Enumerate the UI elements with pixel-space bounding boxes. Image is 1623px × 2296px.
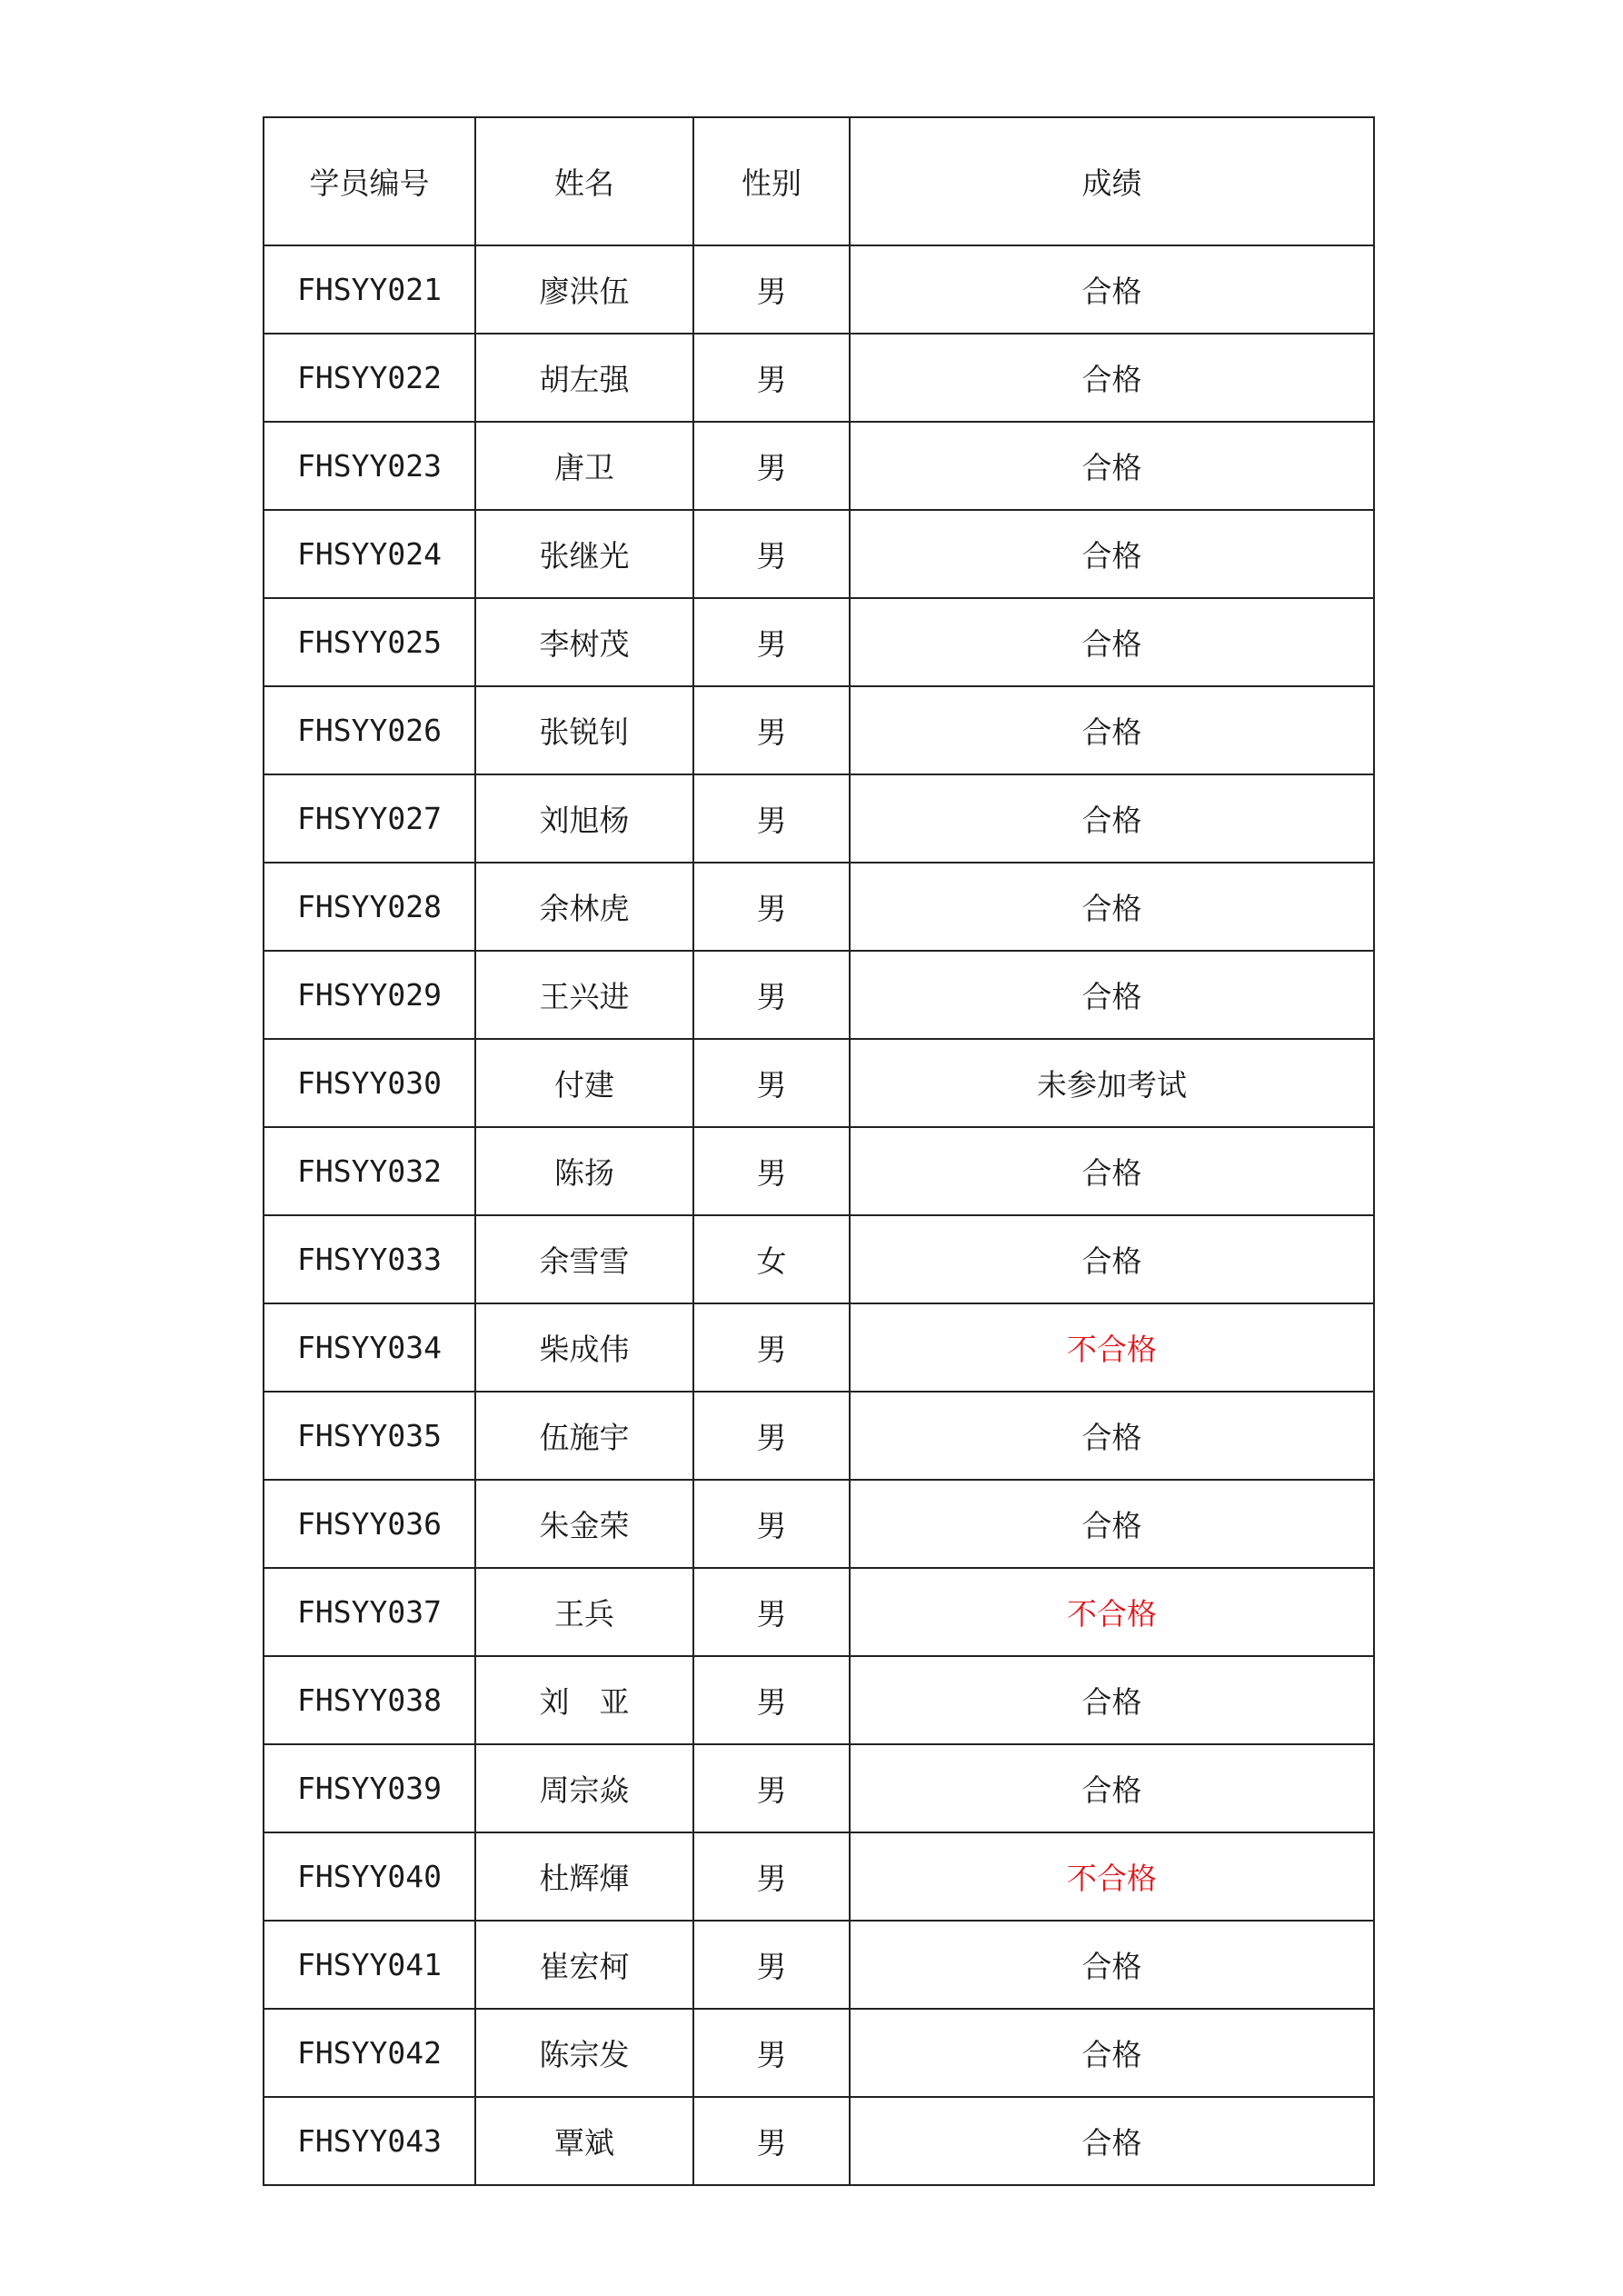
- result-cell: 合格: [850, 2097, 1374, 2185]
- gender-cell: 男: [693, 1921, 850, 2009]
- gender-cell: 男: [693, 1127, 850, 1215]
- result-cell: 合格: [850, 334, 1374, 422]
- table-row: [264, 1039, 1374, 1127]
- result-cell: 合格: [850, 422, 1374, 510]
- result-cell: 合格: [850, 510, 1374, 598]
- name-cell: 朱金荣: [475, 1480, 693, 1568]
- student-id-cell: FHSYY037: [264, 1568, 475, 1656]
- name-cell: 杜辉煇: [475, 1832, 693, 1921]
- table-row: [264, 863, 1374, 951]
- result-cell: 不合格: [850, 1568, 1374, 1656]
- table-row: [264, 422, 1374, 510]
- result-cell: 不合格: [850, 1303, 1374, 1392]
- name-cell: 李树茂: [475, 598, 693, 686]
- gender-cell: 男: [693, 245, 850, 334]
- name-cell: 覃斌: [475, 2097, 693, 2185]
- result-cell: 合格: [850, 245, 1374, 334]
- student-id-cell: FHSYY021: [264, 245, 475, 334]
- table-row: [264, 2009, 1374, 2097]
- name-cell: 崔宏柯: [475, 1921, 693, 2009]
- name-cell: 付建: [475, 1039, 693, 1127]
- name-cell: 陈扬: [475, 1127, 693, 1215]
- result-cell: 合格: [850, 863, 1374, 951]
- gender-cell: 男: [693, 863, 850, 951]
- gender-cell: 男: [693, 1303, 850, 1392]
- student-id-cell: FHSYY022: [264, 334, 475, 422]
- student-id-cell: FHSYY023: [264, 422, 475, 510]
- table-row: [264, 598, 1374, 686]
- name-cell: 柴成伟: [475, 1303, 693, 1392]
- table-row: [264, 1303, 1374, 1392]
- score-table: [263, 116, 1375, 2186]
- table-row: [264, 686, 1374, 774]
- table-row: [264, 1392, 1374, 1480]
- name-cell: 张继光: [475, 510, 693, 598]
- header-gender: 性别: [693, 117, 850, 245]
- result-cell: 合格: [850, 774, 1374, 863]
- table-header: [264, 117, 1374, 245]
- gender-cell: 男: [693, 510, 850, 598]
- name-cell: 唐卫: [475, 422, 693, 510]
- table-row: [264, 1656, 1374, 1744]
- name-cell: 王兴进: [475, 951, 693, 1039]
- result-cell: 合格: [850, 1921, 1374, 2009]
- name-cell: 陈宗发: [475, 2009, 693, 2097]
- result-cell: 合格: [850, 2009, 1374, 2097]
- gender-cell: 男: [693, 2097, 850, 2185]
- result-cell: 合格: [850, 951, 1374, 1039]
- name-cell: 刘旭杨: [475, 774, 693, 863]
- table-row: [264, 1215, 1374, 1303]
- gender-cell: 女: [693, 1215, 850, 1303]
- gender-cell: 男: [693, 1656, 850, 1744]
- gender-cell: 男: [693, 1744, 850, 1832]
- student-id-cell: FHSYY027: [264, 774, 475, 863]
- gender-cell: 男: [693, 1568, 850, 1656]
- header-result: 成绩: [850, 117, 1374, 245]
- table-row: [264, 2097, 1374, 2185]
- table-row: [264, 951, 1374, 1039]
- name-cell: 周宗焱: [475, 1744, 693, 1832]
- gender-cell: 男: [693, 1480, 850, 1568]
- table-row: [264, 1480, 1374, 1568]
- gender-cell: 男: [693, 598, 850, 686]
- student-id-cell: FHSYY039: [264, 1744, 475, 1832]
- header-row: [264, 117, 1374, 245]
- student-id-cell: FHSYY029: [264, 951, 475, 1039]
- name-cell: 廖洪伍: [475, 245, 693, 334]
- student-id-cell: FHSYY030: [264, 1039, 475, 1127]
- result-cell: 不合格: [850, 1832, 1374, 1921]
- student-id-cell: FHSYY032: [264, 1127, 475, 1215]
- result-cell: 合格: [850, 686, 1374, 774]
- student-id-cell: FHSYY033: [264, 1215, 475, 1303]
- table-row: [264, 1568, 1374, 1656]
- name-cell: 刘 亚: [475, 1656, 693, 1744]
- student-id-cell: FHSYY040: [264, 1832, 475, 1921]
- result-cell: 未参加考试: [850, 1039, 1374, 1127]
- student-id-cell: FHSYY041: [264, 1921, 475, 2009]
- result-cell: 合格: [850, 1744, 1374, 1832]
- result-cell: 合格: [850, 1480, 1374, 1568]
- gender-cell: 男: [693, 1392, 850, 1480]
- result-cell: 合格: [850, 598, 1374, 686]
- result-cell: 合格: [850, 1215, 1374, 1303]
- header-name: 姓名: [475, 117, 693, 245]
- table-row: [264, 1921, 1374, 2009]
- table-row: [264, 1127, 1374, 1215]
- table-row: [264, 245, 1374, 334]
- table-row: [264, 510, 1374, 598]
- name-cell: 余林虎: [475, 863, 693, 951]
- student-id-cell: FHSYY026: [264, 686, 475, 774]
- table-body: [264, 245, 1374, 2185]
- name-cell: 余雪雪: [475, 1215, 693, 1303]
- table-row: [264, 1744, 1374, 1832]
- student-id-cell: FHSYY035: [264, 1392, 475, 1480]
- student-id-cell: FHSYY024: [264, 510, 475, 598]
- student-id-cell: FHSYY036: [264, 1480, 475, 1568]
- result-cell: 合格: [850, 1127, 1374, 1215]
- name-cell: 张锐钊: [475, 686, 693, 774]
- table-row: [264, 334, 1374, 422]
- name-cell: 胡左强: [475, 334, 693, 422]
- table-row: [264, 1832, 1374, 1921]
- gender-cell: 男: [693, 334, 850, 422]
- result-cell: 合格: [850, 1392, 1374, 1480]
- gender-cell: 男: [693, 1832, 850, 1921]
- table-row: [264, 774, 1374, 863]
- name-cell: 王兵: [475, 1568, 693, 1656]
- gender-cell: 男: [693, 686, 850, 774]
- student-id-cell: FHSYY028: [264, 863, 475, 951]
- gender-cell: 男: [693, 951, 850, 1039]
- student-id-cell: FHSYY034: [264, 1303, 475, 1392]
- gender-cell: 男: [693, 2009, 850, 2097]
- name-cell: 伍施宇: [475, 1392, 693, 1480]
- gender-cell: 男: [693, 1039, 850, 1127]
- student-id-cell: FHSYY043: [264, 2097, 475, 2185]
- result-cell: 合格: [850, 1656, 1374, 1744]
- student-id-cell: FHSYY042: [264, 2009, 475, 2097]
- header-student-id: 学员编号: [264, 117, 475, 245]
- gender-cell: 男: [693, 774, 850, 863]
- gender-cell: 男: [693, 422, 850, 510]
- student-id-cell: FHSYY038: [264, 1656, 475, 1744]
- student-id-cell: FHSYY025: [264, 598, 475, 686]
